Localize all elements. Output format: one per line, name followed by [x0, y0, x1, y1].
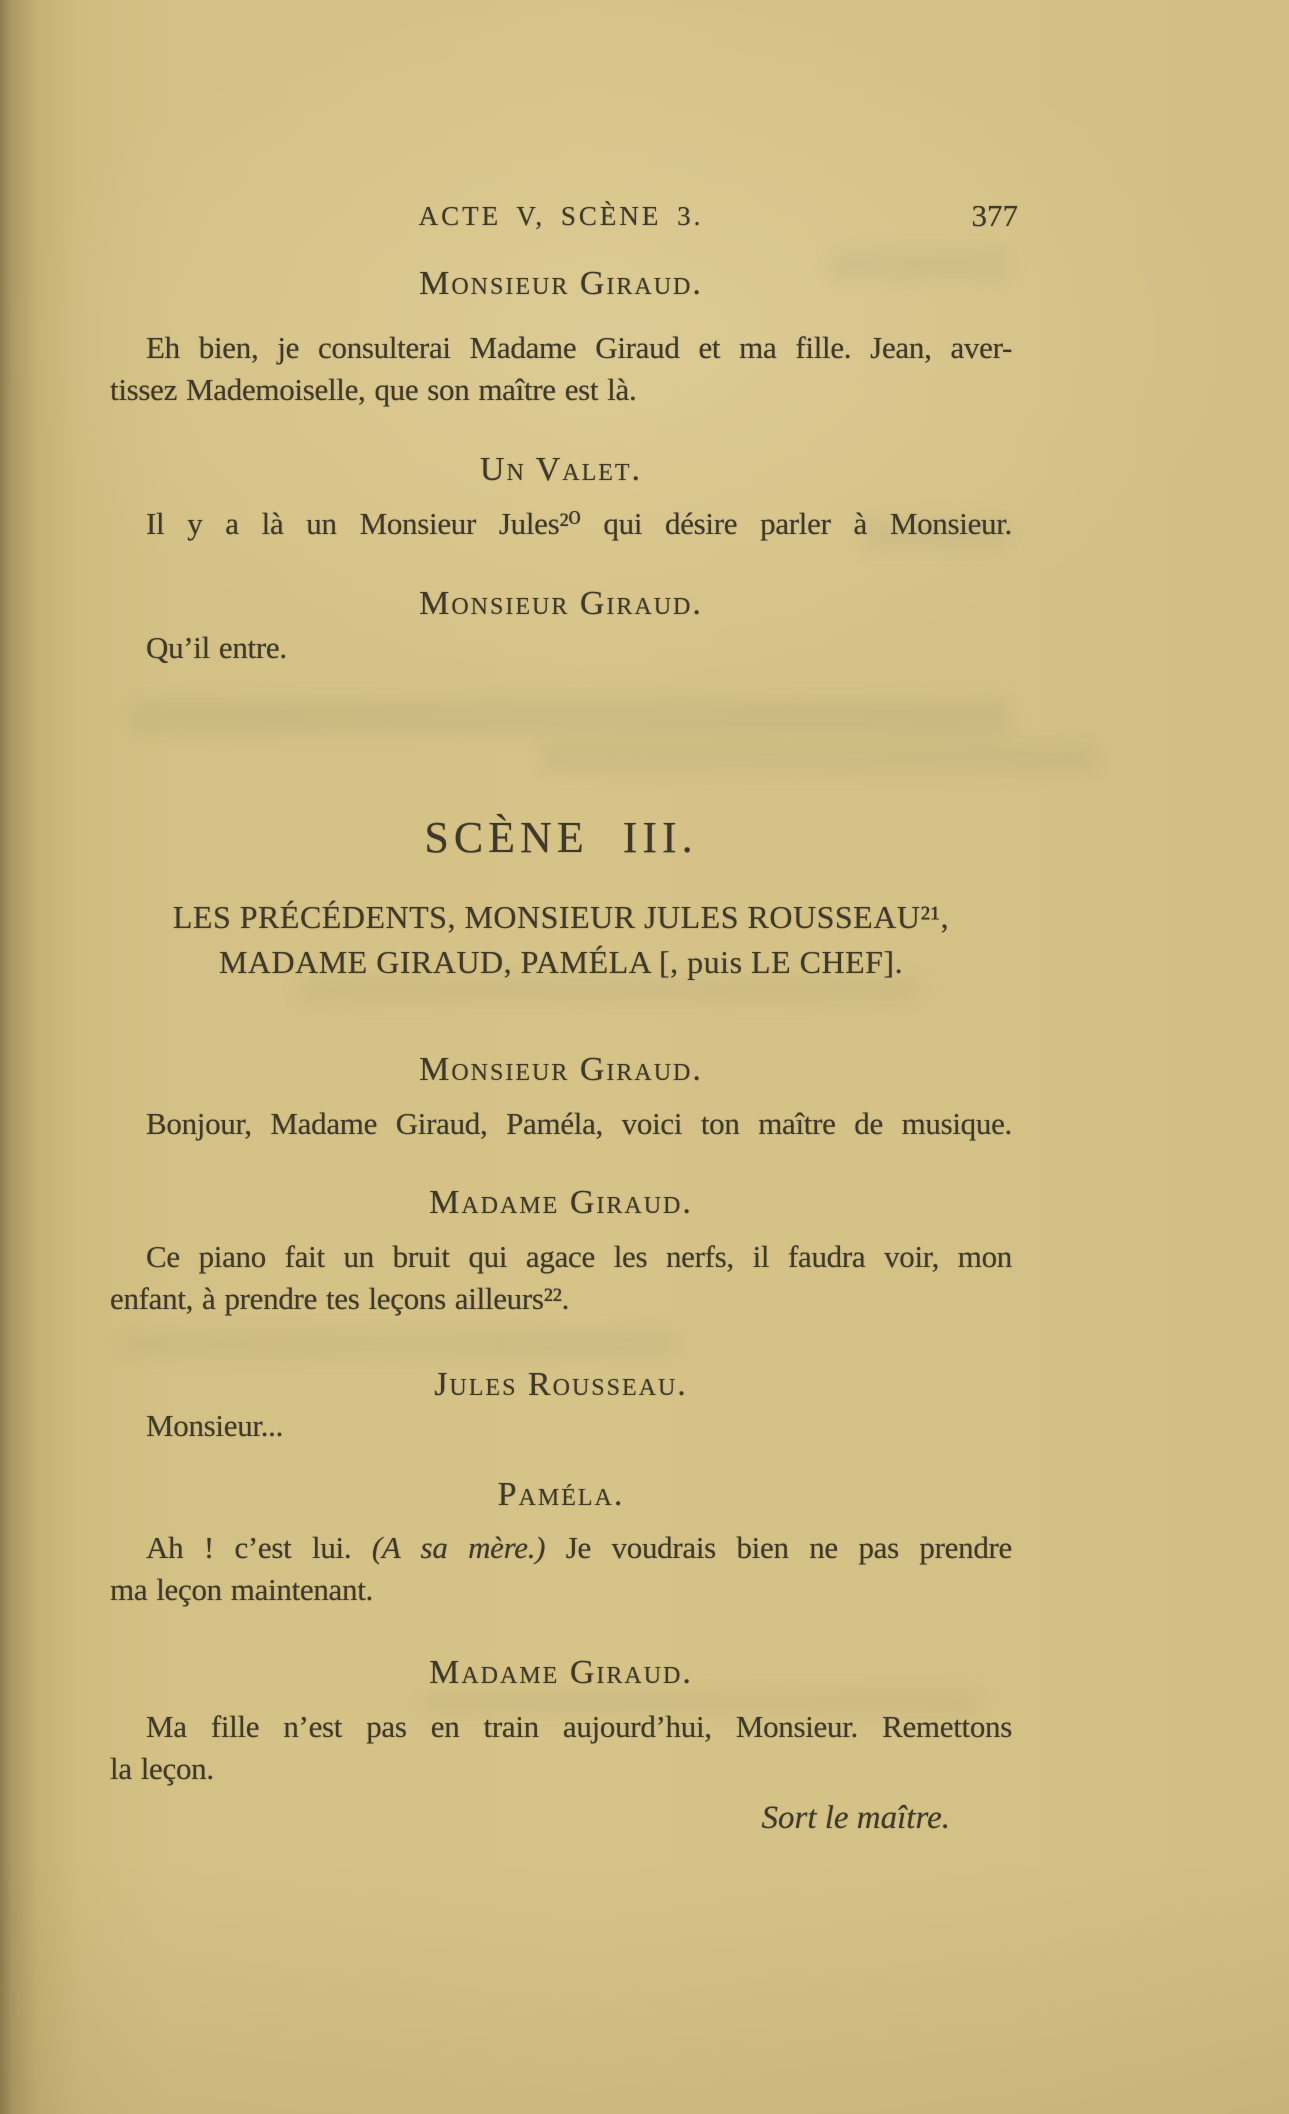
- bleedthrough-smudge: [540, 742, 1100, 772]
- dialogue-line: Eh bien, je consulterai Madame Giraud et ma fille. Jean, aver-: [146, 330, 1012, 365]
- speaker-name: Monsieur Giraud.: [419, 585, 703, 622]
- cast-list-line: MADAME GIRAUD, PAMÉLA [, puis LE CHEF].: [218, 944, 904, 980]
- speaker-name: Jules Rousseau.: [434, 1366, 688, 1403]
- speaker-name: Un Valet.: [479, 451, 643, 488]
- dialogue-line: [110, 1529, 1012, 1566]
- dialogue-line: Monsieur...: [146, 1408, 284, 1443]
- dialogue-line: Ma fille n’est pas en train aujourd’hui, Monsieur. Remettons: [146, 1709, 1012, 1744]
- page-number: 377: [971, 198, 1018, 233]
- bleedthrough-smudge: [130, 700, 1010, 734]
- speaker-name: Madame Giraud.: [429, 1654, 693, 1691]
- bleedthrough-smudge: [300, 978, 920, 1002]
- dialogue-line: Bonjour, Madame Giraud, Paméla, voici ton maître de musique.: [146, 1106, 1012, 1141]
- dialogue-line: ma leçon maintenant.: [110, 1572, 373, 1607]
- dialogue-line: Qu’il entre.: [146, 630, 287, 665]
- inline-stage-direction: (A sa mère.): [371, 1530, 546, 1565]
- dialogue-line: Ce piano fait un bruit qui agace les nerfs, il faudra voir, mon: [146, 1239, 1012, 1274]
- dialogue-text: Ah ! c’est lui.: [146, 1530, 372, 1565]
- scene-heading: SCÈNE III.: [424, 813, 698, 862]
- dialogue-line: la leçon.: [110, 1751, 214, 1786]
- dialogue-line: enfant, à prendre tes leçons ailleurs²².: [110, 1281, 570, 1316]
- cast-list-line: LES PRÉCÉDENTS, MONSIEUR JULES ROUSSEAU²¹,: [172, 899, 950, 935]
- stage-direction: Sort le maître.: [761, 1800, 950, 1836]
- dialogue-line: tissez Mademoiselle, que son maître est là.: [110, 372, 637, 407]
- running-head: ACTE V, SCÈNE 3.: [418, 201, 704, 231]
- speaker-name: Monsieur Giraud.: [419, 265, 703, 302]
- dialogue-line: Il y a là un Monsieur Jules²⁰ qui désire parler à Monsieur.: [146, 506, 1012, 541]
- bleedthrough-smudge: [120, 1332, 680, 1356]
- speaker-name: Monsieur Giraud.: [419, 1051, 703, 1088]
- speaker-name: Madame Giraud.: [429, 1184, 693, 1221]
- dialogue-text: Je voudrais bien ne pas prendre: [545, 1530, 1013, 1565]
- speaker-name: Paméla.: [497, 1476, 625, 1513]
